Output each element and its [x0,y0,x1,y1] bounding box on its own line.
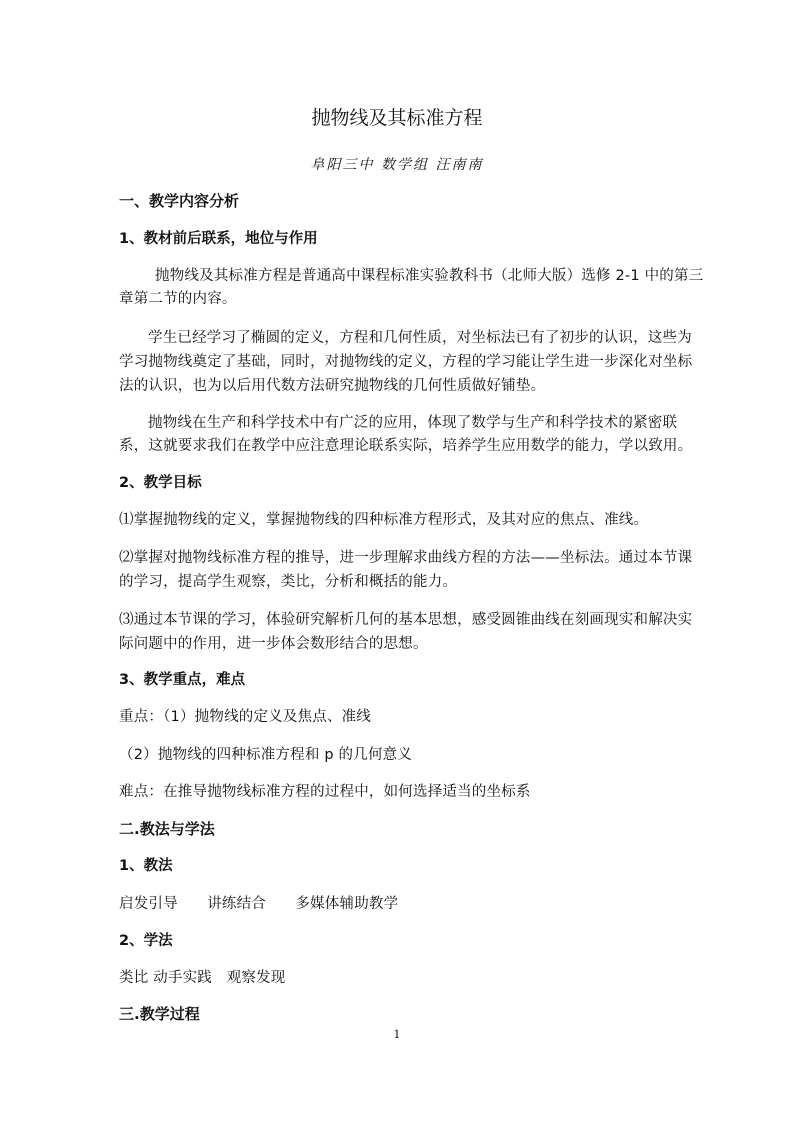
subsection-heading-context: 1、教材前后联系，地位与作用 [119,231,318,247]
objective-item: ⑵掌握对抛物线标准方程的推导，进一步理解求曲线方程的方法——坐标法。通过本节课 [119,550,693,566]
section-heading-methods: 二.教法与学法 [119,820,215,838]
objective-item-continued: 际问题中的作用，进一步体会数形结合的思想。 [119,636,428,652]
key-point: （2）抛物线的四种标准方程和 p 的几何意义 [119,747,413,763]
section-heading-teaching-process: 三.教学过程 [119,1005,200,1023]
objective-item-continued: 的学习，提高学生观察，类比，分析和概括的能力。 [119,574,458,590]
paragraph-line: 法的认识，也为以后用代数方法研究抛物线的几何性质做好铺垫。 [119,378,546,394]
section-heading-content-analysis: 一、教学内容分析 [119,192,240,210]
document-title: 抛物线及其标准方程 [311,107,483,129]
objective-item: ⑴掌握抛物线的定义，掌握抛物线的四种标准方程形式，及其对应的焦点、准线。 [119,512,649,528]
subsection-heading-learning-method: 2、学法 [119,933,173,949]
author-line: 阜阳三中 数学组 汪南南 [310,157,484,173]
learning-methods-list: 类比 动手实践 观察发现 [119,970,286,986]
subsection-heading-key-points: 3、教学重点，难点 [119,672,246,688]
teaching-methods-list: 启发引导 讲练结合 多媒体辅助教学 [119,896,399,912]
paragraph-line: 章第二节的内容。 [119,291,237,307]
paragraph-line: 学生已经学习了椭圆的定义，方程和几何性质，对坐标法已有了初步的认识，这些为 [148,330,692,346]
difficulty-point: 难点：在推导抛物线标准方程的过程中，如何选择适当的坐标系 [119,784,531,800]
objective-item: ⑶通过本节课的学习，体验研究解析几何的基本思想，感受圆锥曲线在刻画现实和解决实 [119,612,693,628]
subsection-heading-teaching-method: 1、教法 [119,858,173,874]
key-point: 重点：（1）抛物线的定义及焦点、准线 [119,709,372,725]
paragraph-line: 学习抛物线奠定了基础，同时，对抛物线的定义，方程的学习能让学生进一步深化对坐标 [119,354,693,370]
page-number: 1 [393,1028,401,1041]
subsection-heading-objectives: 2、教学目标 [119,475,202,491]
paragraph-line: 抛物线及其标准方程是普通高中课程标准实验教科书（北师大版）选修 2-1 中的第三 [155,268,704,284]
paragraph-line: 系，这就要求我们在教学中应注意理论联系实际，培养学生应用数学的能力，学以致用。 [119,438,693,454]
paragraph-line: 抛物线在生产和科学技术中有广泛的应用，体现了数学与生产和科学技术的紧密联 [148,415,678,431]
